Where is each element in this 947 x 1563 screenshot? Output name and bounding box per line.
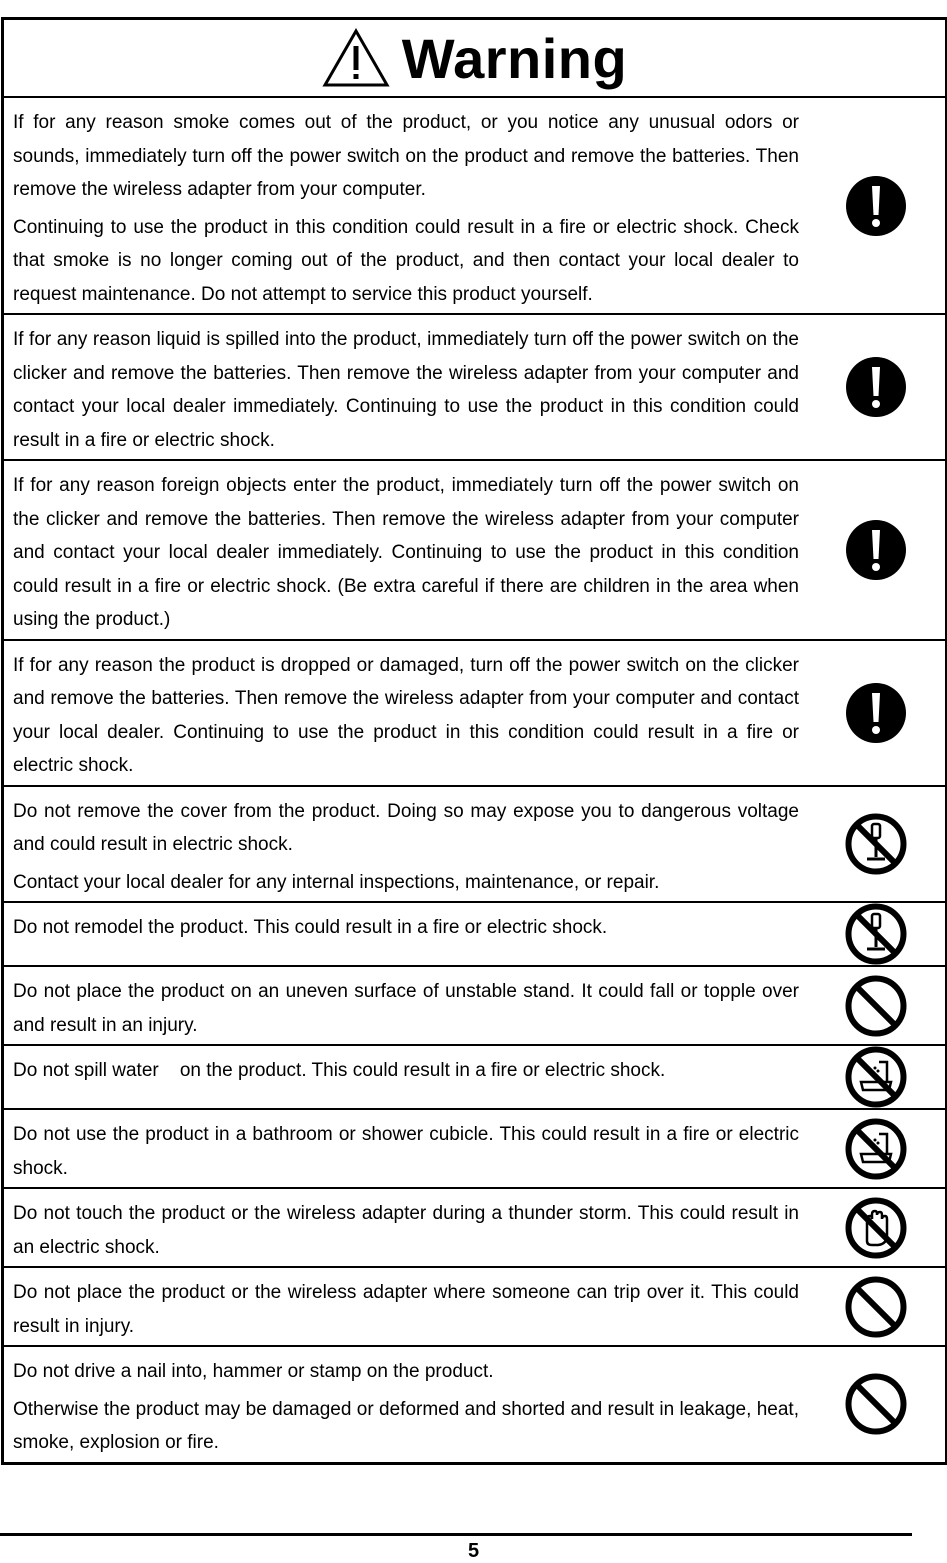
warning-row bbox=[4, 965, 945, 1044]
warning-title: Warning bbox=[401, 26, 628, 90]
warning-row bbox=[4, 785, 945, 902]
warning-icon-cell bbox=[807, 461, 945, 639]
warning-row bbox=[4, 901, 945, 965]
warning-paragraph: Otherwise the product may be damaged or deformed and shorted and result in leakage, heat, smoke, explosion or fire. bbox=[13, 1398, 805, 1453]
warning-icon-cell bbox=[807, 98, 945, 313]
prohibited-icon bbox=[845, 1373, 907, 1435]
warning-paragraph: Do not remodel the product. This could result in a fire or electric shock. bbox=[13, 917, 608, 938]
warning-paragraph: Do not place the product on an uneven surface of unstable stand. It could fall or topple over and result in an injury. bbox=[13, 981, 805, 1036]
warning-text bbox=[4, 461, 807, 639]
no-water-icon bbox=[845, 1046, 907, 1108]
warning-header bbox=[4, 20, 945, 98]
mandatory-action-icon bbox=[845, 175, 907, 237]
warning-paragraph: If for any reason liquid is spilled into the product, immediately turn off the power switch on the clicker and remove the batteries. Then remove the wireless adapter from your computer and contact your local dealer immediately. Continuing to use the product in this condition could result in a fire or electric shock. bbox=[13, 329, 805, 451]
warning-icon-cell bbox=[807, 1046, 945, 1108]
warning-text bbox=[4, 1268, 807, 1345]
mandatory-action-icon bbox=[845, 682, 907, 744]
prohibited-icon bbox=[845, 1276, 907, 1338]
no-disassembly-icon bbox=[845, 903, 907, 965]
warning-row bbox=[4, 459, 945, 639]
warning-icon-cell bbox=[807, 1268, 945, 1345]
no-disassembly-icon bbox=[845, 813, 907, 875]
warning-text bbox=[4, 98, 807, 313]
warning-paragraph: Do not use the product in a bathroom or shower cubicle. This could result in a fire or electric shock. bbox=[13, 1124, 805, 1179]
warning-icon-cell bbox=[807, 315, 945, 459]
no-water-icon bbox=[845, 1118, 907, 1180]
warning-row bbox=[4, 1187, 945, 1266]
warning-text bbox=[4, 787, 807, 902]
warning-text bbox=[4, 1189, 807, 1266]
warning-table bbox=[1, 17, 947, 1465]
warning-paragraph: Do not touch the product or the wireless adapter during a thunder storm. This could result in an electric shock. bbox=[13, 1203, 805, 1258]
warning-triangle-icon bbox=[322, 28, 390, 88]
warning-icon-cell bbox=[807, 1110, 945, 1187]
warning-text bbox=[4, 641, 807, 785]
warning-icon-cell bbox=[807, 1347, 945, 1462]
warning-row bbox=[4, 1345, 945, 1462]
mandatory-action-icon bbox=[845, 356, 907, 418]
warning-paragraph: Do not drive a nail into, hammer or stamp on the product. bbox=[13, 1361, 494, 1382]
warning-text bbox=[4, 1110, 807, 1187]
mandatory-action-icon bbox=[845, 519, 907, 581]
footer-rule bbox=[0, 1533, 912, 1536]
warning-text bbox=[4, 1347, 807, 1462]
warning-row bbox=[4, 313, 945, 459]
warning-paragraph: Continuing to use the product in this condition could result in a fire or electric shock. Check that smoke is no longer coming out of the product, and then contact your local dealer to request maintenance. Do not attempt to service this product yourself. bbox=[13, 216, 805, 305]
warning-row bbox=[4, 639, 945, 785]
warning-paragraph: Do not spill water on the product. This could result in a fire or electric shock. bbox=[13, 1060, 666, 1081]
warning-text bbox=[4, 315, 807, 459]
no-touch-icon bbox=[845, 1197, 907, 1259]
warning-icon-cell bbox=[807, 1189, 945, 1266]
warning-row bbox=[4, 98, 945, 313]
warning-text bbox=[4, 967, 807, 1044]
prohibited-icon bbox=[845, 975, 907, 1037]
warning-paragraph: Do not place the product or the wireless adapter where someone can trip over it. This could result in injury. bbox=[13, 1282, 805, 1337]
warning-icon-cell bbox=[807, 903, 945, 965]
warning-row bbox=[4, 1044, 945, 1108]
warning-paragraph: Do not remove the cover from the product. Doing so may expose you to dangerous voltage and could result in electric shock. bbox=[13, 800, 805, 855]
warning-icon-cell bbox=[807, 787, 945, 902]
warning-row bbox=[4, 1108, 945, 1187]
warning-icon-cell bbox=[807, 641, 945, 785]
warning-paragraph: Contact your local dealer for any internal inspections, maintenance, or repair. bbox=[13, 871, 660, 893]
warning-paragraph: If for any reason foreign objects enter the product, immediately turn off the power switch on the clicker and remove the batteries. Then remove the wireless adapter from your computer and contact your local dealer immediately. Continuing to use the product in this condition could result in a fire or electric shock. (Be extra careful if there are children in the area when using the product.) bbox=[13, 475, 805, 630]
warning-icon-cell bbox=[807, 967, 945, 1044]
warning-text bbox=[4, 1046, 807, 1108]
page-number: 5 bbox=[467, 1540, 480, 1562]
warning-paragraph: If for any reason smoke comes out of the product, or you notice any unusual odors or sounds, immediately turn off the power switch on the product and remove the batteries. Then remove the wireless adapter from your computer. bbox=[13, 112, 805, 200]
warning-text bbox=[4, 903, 807, 965]
warning-paragraph: If for any reason the product is dropped or damaged, turn off the power switch on the clicker and remove the batteries. Then remove the wireless adapter from your computer and contact your local dealer. Continuing to use the product in this condition could result in a fire or electric shock. bbox=[13, 654, 805, 776]
warning-row bbox=[4, 1266, 945, 1345]
